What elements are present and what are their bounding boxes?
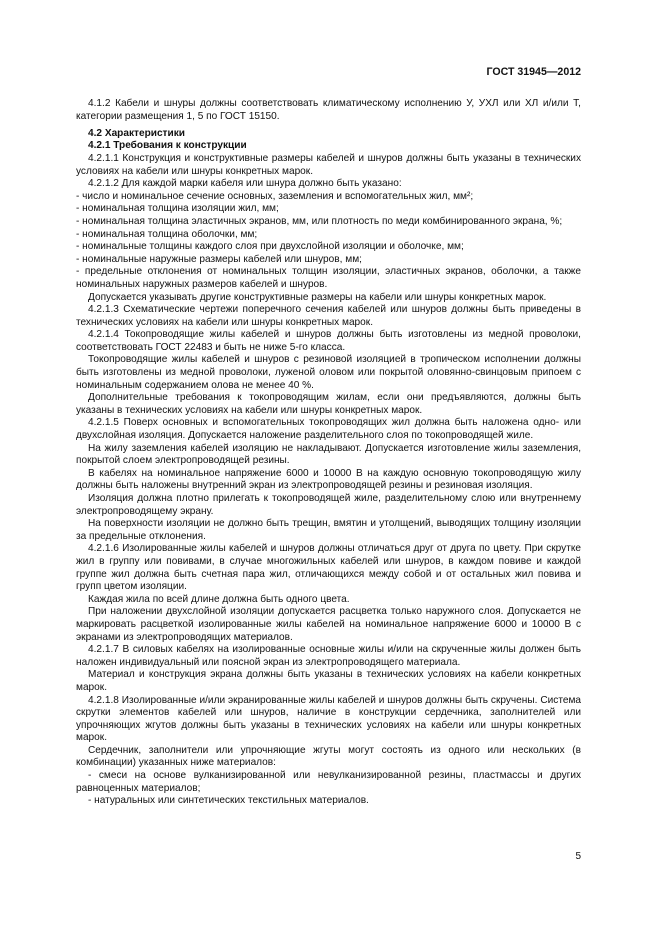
paragraph: - номинальная толщина оболочки, мм;	[76, 228, 258, 240]
paragraph: - номинальные наружные размеры кабелей или шнуров, мм;	[76, 253, 362, 265]
document-body	[76, 98, 581, 808]
section-heading: 4.2 Характеристики	[88, 127, 185, 139]
page-number: 5	[575, 851, 581, 862]
standard-header: ГОСТ 31945—2012	[486, 66, 581, 78]
paragraph: Каждая жила по всей длине должна быть одного цвета.	[88, 593, 350, 605]
paragraph: 4.2.1.6 Изолированные жилы кабелей и шнуров должны отличаться друг от друга по цвету. При скрутке жил в группу или повивами, в случае многожильных кабелей или шнуров, в каждом повиве и каждой группе жил должна быть счетная пара жил, отличающихся между собой и от остальных жил повива и групп цветом изоляции.	[76, 543, 581, 593]
paragraph: 4.2.1.3 Схематические чертежи поперечного сечения кабелей или шнуров должны быть приведены в технических условиях на кабели или шнуры конкретных марок.	[76, 304, 581, 328]
paragraph: - смеси на основе вулканизированной или невулканизированной резины, пластмассы и других равноценных материалов;	[76, 770, 581, 794]
paragraph: - номинальная толщина эластичных экранов, мм, или плотность по меди комбинированного экрана, %;	[76, 215, 563, 227]
paragraph: 4.2.1.1 Конструкция и конструктивные размеры кабелей и шнуров должны быть указаны в технических условиях на кабели или шнуры конкретных марок.	[76, 152, 581, 177]
paragraph: При наложении двухслойной изоляции допускается расцветка только наружного слоя. Допускается не маркировать расцветкой изолированные жилы кабелей на номинальное напряжение 6000 и 10000 В с экранами из электропроводящих материалов.	[76, 606, 581, 643]
paragraph: Материал и конструкция экрана должны быть указаны в технических условиях на кабели конкретных марок.	[76, 669, 581, 693]
paragraph: Изоляция должна плотно прилегать к токопроводящей жиле, разделительному слою или внутреннему электропроводящему экрану.	[76, 493, 581, 517]
paragraph: На поверхности изоляции не должно быть трещин, вмятин и утолщений, выводящих толщину изоляции за предельные отклонения.	[76, 518, 581, 542]
section-heading: 4.2.1 Требования к конструкции	[88, 140, 247, 152]
paragraph: Дополнительные требования к токопроводящим жилам, если они предъявляются, должны быть указаны в технических условиях на кабели или шнуры конкретных марок.	[76, 392, 581, 416]
paragraph: 4.2.1.8 Изолированные и/или экранированные жилы кабелей и шнуров должны быть скручены. Система скрутки элементов кабелей или шнуров, наличие в конструкции сердечника, заполнителей или упрочняющих жгутов должны быть указаны в технических условиях на кабели или шнуры конкретных марок.	[76, 694, 581, 744]
paragraph: - предельные отклонения от номинальных толщин изоляции, эластичных экранов, оболочки, а также номинальных наружных размеров кабелей и шнуров.	[76, 266, 581, 290]
paragraph: - номинальная толщина изоляции жил, мм;	[76, 203, 279, 215]
paragraph: На жилу заземления кабелей изоляцию не накладывают. Допускается изготовление жилы заземления, покрытой слоем электропроводящей резины.	[76, 442, 581, 467]
paragraph: - число и номинальное сечение основных, заземления и вспомогательных жил, мм²;	[76, 190, 474, 202]
paragraph: Токопроводящие жилы кабелей и шнуров с резиновой изоляцией в тропическом исполнении должны быть изготовлены из медной проволоки, луженой оловом или покрытой оловянно-свинцовым припоем с номинальным содержанием олова не менее 40 %.	[76, 354, 581, 391]
paragraph: 4.2.1.5 Поверх основных и вспомогательных токопроводящих жил должна быть наложена одно- или двухслойная изоляция. Допускается наложение разделительного слоя по токопроводящей жиле.	[76, 417, 581, 442]
paragraph: 4.2.1.7 В силовых кабелях на изолированные основные жилы и/или на скрученные жилы должен быть наложен индивидуальный или поясной экран из электропроводящего материала.	[76, 644, 581, 668]
paragraph: Сердечник, заполнители или упрочняющие жгуты могут состоять из одного или нескольких (в комбинации) указанных ниже материалов:	[76, 744, 581, 769]
paragraph: 4.1.2 Кабели и шнуры должны соответствовать климатическому исполнению У, УХЛ или ХЛ и/или Т, категории размещения 1, 5 по ГОСТ 15150.	[76, 98, 581, 122]
paragraph: - номинальные толщины каждого слоя при двухслойной изоляции и оболочке, мм;	[76, 241, 464, 253]
paragraph: 4.2.1.2 Для каждой марки кабеля или шнура должно быть указано:	[88, 178, 402, 190]
paragraph: 4.2.1.4 Токопроводящие жилы кабелей и шнуров должны быть изготовлены из медной проволоки, соответствовать ГОСТ 22483 и быть не ниже 5-го класса.	[76, 329, 581, 353]
paragraph: В кабелях на номинальное напряжение 6000 и 10000 В на каждую основную токопроводящую жилу должны быть наложены внутренний экран из электропроводящей резины и резиновая изоляция.	[76, 467, 581, 492]
paragraph: - натуральных или синтетических текстильных материалов.	[88, 795, 369, 807]
paragraph: Допускается указывать другие конструктивные размеры на кабели или шнуры конкретных марок.	[88, 291, 547, 303]
